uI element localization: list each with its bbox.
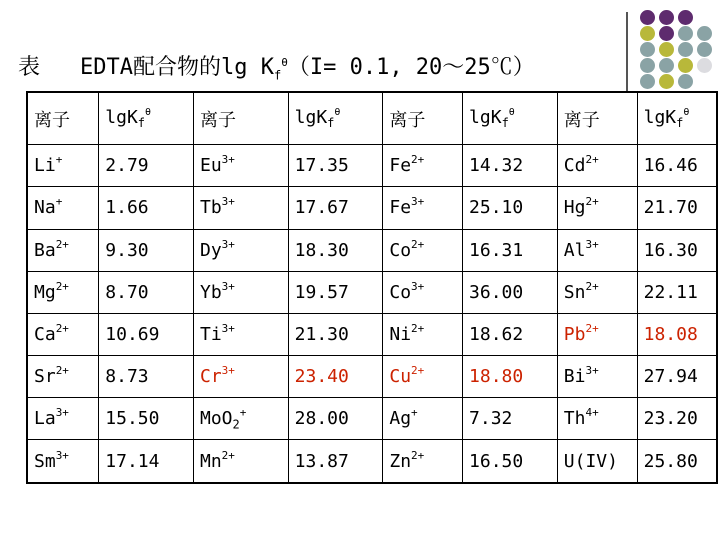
lgk-value: 22.11: [637, 271, 717, 313]
header-lgk: [463, 92, 558, 145]
lgk-value: 10.69: [99, 313, 194, 355]
ion-cell: [383, 187, 463, 229]
ion-charge: 2+: [55, 279, 69, 293]
ion-symbol: Fe: [389, 197, 412, 219]
ion-charge: 2+: [411, 321, 425, 335]
ion-cell: [27, 313, 99, 355]
ion-charge: +: [411, 406, 418, 420]
header-lgk-base: lgK: [105, 107, 138, 129]
ion-charge: 2+: [55, 364, 69, 378]
ion-cell: [27, 187, 99, 229]
ion-cell: [383, 229, 463, 271]
ion-charge: 3+: [55, 406, 69, 420]
ion-symbol: Bi: [563, 366, 586, 388]
header-lgk-base: lgK: [643, 107, 677, 129]
ion-cell: [193, 398, 288, 440]
lgk-value: 25.80: [637, 440, 717, 483]
lgk-value: 18.80: [463, 355, 558, 397]
ion-subscript: 2: [232, 417, 240, 432]
header-lgk-sup: θ: [508, 107, 515, 119]
title-lead: 表: [18, 55, 41, 80]
lgk-value: 23.40: [288, 355, 383, 397]
header-lgk: [288, 92, 383, 145]
lgk-value: 27.94: [637, 355, 717, 397]
ion-charge: 2+: [585, 195, 599, 209]
ion-cell: [557, 440, 637, 483]
header-lgk-sub: f: [327, 116, 335, 131]
decorative-dot: [659, 10, 674, 25]
lgk-value: 23.20: [637, 398, 717, 440]
ion-symbol: Yb: [199, 281, 222, 303]
ion-cell: [27, 229, 99, 271]
ion-charge: +: [55, 195, 63, 209]
table-row: [27, 187, 717, 229]
ion-charge: 3+: [411, 279, 425, 293]
header-lgk-sup: θ: [145, 107, 152, 119]
ion-charge: 3+: [221, 364, 235, 378]
ion-cell: [557, 355, 637, 397]
ion-symbol: Eu: [199, 155, 222, 177]
lgk-value: 13.87: [288, 440, 383, 483]
lgk-value: 8.70: [99, 271, 194, 313]
header-lgk-sub: f: [501, 116, 509, 131]
ion-cell: [193, 440, 288, 483]
ion-symbol: Zn: [389, 450, 412, 472]
lgk-value: 1.66: [99, 187, 194, 229]
ion-symbol: Co: [389, 281, 412, 303]
header-lgk-sup: θ: [683, 107, 690, 119]
decorative-dot: [640, 74, 655, 89]
title-sub: f: [273, 68, 282, 83]
ion-symbol: Co: [389, 239, 412, 261]
ion-symbol: Sn: [563, 281, 586, 303]
ion-charge: 2+: [411, 364, 425, 378]
lgk-value: 16.31: [463, 229, 558, 271]
ion-symbol: Ag: [389, 408, 412, 430]
decorative-dot: [640, 26, 655, 41]
ion-charge: 3+: [221, 321, 235, 335]
ion-symbol: MoO: [199, 408, 233, 430]
lgk-value: 14.32: [463, 145, 558, 187]
ion-cell: [193, 187, 288, 229]
decorative-dot: [659, 26, 674, 41]
decorative-dot: [678, 26, 693, 41]
lgk-value: 16.50: [463, 440, 558, 483]
ion-charge: +: [55, 153, 63, 167]
lgk-value: 18.08: [637, 313, 717, 355]
lgk-value: 19.57: [288, 271, 383, 313]
ion-symbol: Sm: [34, 450, 56, 472]
lgk-value: 2.79: [99, 145, 194, 187]
ion-symbol: Pb: [563, 323, 586, 345]
ion-symbol: Mn: [199, 450, 222, 472]
ion-symbol: U(IV): [563, 450, 618, 472]
lgk-value: 36.00: [463, 271, 558, 313]
lgk-value: 17.14: [99, 440, 194, 483]
ion-symbol: Tb: [199, 197, 222, 219]
ion-charge: 2+: [411, 153, 425, 167]
header-ion: 离子: [557, 92, 637, 145]
ion-symbol: Cu: [389, 366, 412, 388]
lgk-value: 7.32: [463, 398, 558, 440]
decorative-dot: [697, 42, 712, 57]
ion-symbol: Ca: [34, 323, 56, 345]
ion-cell: [557, 187, 637, 229]
ion-symbol: Mg: [34, 281, 56, 303]
ion-symbol: Ti: [199, 323, 222, 345]
ion-cell: [193, 271, 288, 313]
table-row: [27, 355, 717, 397]
ion-symbol: Cd: [563, 155, 586, 177]
lgk-value: 16.46: [637, 145, 717, 187]
ion-charge: 2+: [55, 321, 69, 335]
table-row: [27, 145, 717, 187]
ion-charge: 3+: [221, 153, 235, 167]
ion-charge: 3+: [221, 279, 235, 293]
lgk-value: 21.70: [637, 187, 717, 229]
title-main: EDTA配合物的lg K: [80, 55, 274, 80]
decorative-dot: [659, 42, 674, 57]
lgk-value: 16.30: [637, 229, 717, 271]
ion-charge: 4+: [585, 406, 599, 420]
stability-constant-table: [26, 91, 718, 484]
ion-charge: 2+: [585, 153, 599, 167]
lgk-value: 18.30: [288, 229, 383, 271]
header-lgk-sub: f: [676, 116, 684, 131]
ion-cell: [193, 313, 288, 355]
ion-charge: 3+: [221, 195, 235, 209]
ion-charge: 2+: [411, 448, 425, 462]
title-condition: （I= 0.1, 20～25℃）: [287, 55, 535, 80]
header-ion: 离子: [27, 92, 99, 145]
table-row: [27, 229, 717, 271]
decorative-dot: [659, 58, 674, 73]
ion-cell: [383, 398, 463, 440]
header-ion: 离子: [383, 92, 463, 145]
ion-cell: [27, 145, 99, 187]
decorative-dot-grid: [636, 8, 720, 88]
table-row: [27, 440, 717, 483]
decorative-divider: [626, 12, 628, 92]
ion-symbol: Th: [563, 408, 586, 430]
decorative-dot: [659, 74, 674, 89]
ion-symbol: Cr: [199, 366, 222, 388]
decorative-dot: [640, 42, 655, 57]
lgk-value: 9.30: [99, 229, 194, 271]
ion-cell: [557, 229, 637, 271]
header-lgk-sup: θ: [334, 107, 341, 119]
ion-charge: 3+: [411, 195, 425, 209]
decorative-dot: [678, 42, 693, 57]
ion-symbol: Li: [34, 155, 56, 177]
ion-charge: 2+: [585, 321, 599, 335]
lgk-value: 15.50: [99, 398, 194, 440]
ion-cell: [383, 440, 463, 483]
ion-cell: [383, 271, 463, 313]
decorative-dot: [678, 58, 693, 73]
ion-symbol: Ba: [34, 239, 56, 261]
ion-cell: [27, 440, 99, 483]
ion-charge: 3+: [585, 237, 599, 251]
ion-cell: [193, 229, 288, 271]
header-lgk-base: lgK: [294, 107, 328, 129]
decorative-dot: [640, 58, 655, 73]
ion-symbol: Dy: [199, 239, 222, 261]
page-title: [18, 50, 535, 81]
ion-cell: [383, 145, 463, 187]
decorative-dot: [697, 58, 712, 73]
ion-charge: 2+: [55, 237, 69, 251]
lgk-value: 8.73: [99, 355, 194, 397]
ion-symbol: Hg: [563, 197, 586, 219]
ion-symbol: Ni: [389, 323, 412, 345]
table-row: [27, 271, 717, 313]
lgk-value: 28.00: [288, 398, 383, 440]
ion-cell: [193, 355, 288, 397]
ion-cell: [383, 313, 463, 355]
ion-cell: [27, 398, 99, 440]
decorative-dot: [640, 10, 655, 25]
ion-charge: 2+: [411, 237, 425, 251]
ion-cell: [557, 145, 637, 187]
header-lgk: [637, 92, 717, 145]
ion-charge: 3+: [55, 448, 69, 462]
ion-cell: [383, 355, 463, 397]
ion-symbol: La: [34, 408, 56, 430]
title-sup: θ: [281, 56, 288, 69]
ion-cell: [557, 398, 637, 440]
ion-symbol: Al: [563, 239, 586, 261]
lgk-value: 18.62: [463, 313, 558, 355]
lgk-value: 17.35: [288, 145, 383, 187]
header-lgk-sub: f: [137, 116, 146, 131]
table-header-row: [27, 92, 717, 145]
ion-charge: 3+: [221, 237, 235, 251]
ion-cell: [193, 145, 288, 187]
ion-cell: [557, 271, 637, 313]
ion-symbol: Sr: [34, 366, 56, 388]
decorative-dot: [678, 10, 693, 25]
header-ion: 离子: [193, 92, 288, 145]
ion-charge: 2+: [585, 279, 599, 293]
ion-charge: +: [239, 406, 247, 420]
decorative-dot: [678, 74, 693, 89]
header-lgk-base: lgK: [469, 107, 502, 129]
ion-symbol: Na: [34, 197, 56, 219]
table-row: [27, 398, 717, 440]
header-lgk: [99, 92, 194, 145]
decorative-dot: [697, 26, 712, 41]
table-row: [27, 313, 717, 355]
ion-cell: [27, 355, 99, 397]
ion-charge: 2+: [221, 448, 235, 462]
ion-cell: [557, 313, 637, 355]
lgk-value: 25.10: [463, 187, 558, 229]
ion-symbol: Fe: [389, 155, 412, 177]
lgk-value: 21.30: [288, 313, 383, 355]
lgk-value: 17.67: [288, 187, 383, 229]
ion-cell: [27, 271, 99, 313]
ion-charge: 3+: [585, 364, 599, 378]
